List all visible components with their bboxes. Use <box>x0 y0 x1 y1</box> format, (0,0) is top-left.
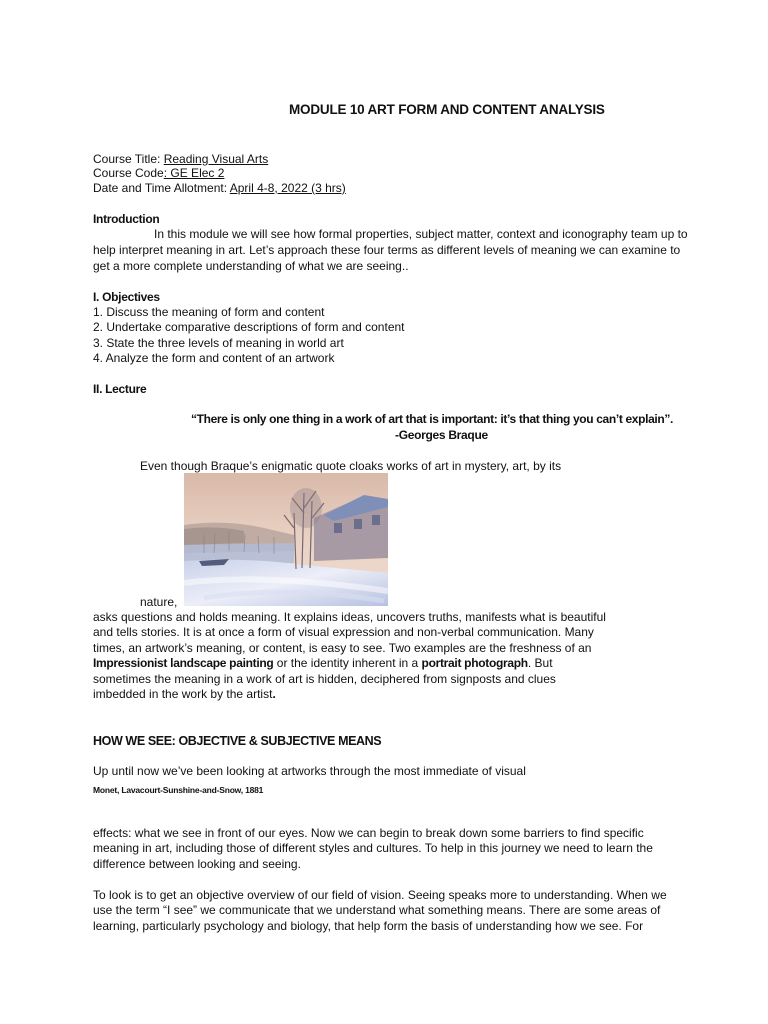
quote-author: -Georges Braque <box>395 428 488 442</box>
objectives-heading: I. Objectives <box>93 290 160 304</box>
lecture-para2-line4 <box>93 656 553 671</box>
how-we-see-para2-line: learning, particularly psychology and biology, that help form the basis of understanding how we see. For <box>93 919 644 933</box>
course-code-line <box>93 166 224 181</box>
how-we-see-para2-line: To look is to get an objective overview of our field of vision. Seeing speaks more to understanding. When we <box>93 888 667 902</box>
how-we-see-para1-line: difference between looking and seeing. <box>93 857 301 871</box>
date-time-value: April 4-8, 2022 (3 hrs) <box>229 181 346 195</box>
introduction-line-3: get a more complete understanding of what we are seeing.. <box>93 259 409 273</box>
objective-item: 3. State the three levels of meaning in world art <box>93 336 344 350</box>
page-title: MODULE 10 ART FORM AND CONTENT ANALYSIS <box>289 102 605 117</box>
date-time-line <box>93 181 346 196</box>
course-title-label: Course Title: <box>93 152 164 166</box>
portrait-photograph-term: portrait photograph <box>421 656 528 670</box>
course-code-label: Course Code <box>93 166 164 180</box>
lecture-heading: II. Lecture <box>93 382 147 396</box>
lecture-para2-line2: and tells stories. It is at once a form of visual expression and non-verbal communication. Many <box>93 625 594 639</box>
line4-end-text: . But <box>527 656 553 670</box>
lecture-para2-line3: times, an artwork’s meaning, or content, is easy to see. Two examples are the freshness of an <box>93 641 592 655</box>
impressionist-landscape-term: Impressionist landscape painting <box>93 656 274 670</box>
date-time-label: Date and Time Allotment: <box>93 181 230 195</box>
how-we-see-line1: Up until now we’ve been looking at artworks through the most immediate of visual <box>93 764 526 778</box>
monet-painting-image <box>184 473 388 606</box>
lecture-para2-line1: asks questions and holds meaning. It explains ideas, uncovers truths, manifests what is beautiful <box>93 610 606 624</box>
nature-word: nature, <box>140 595 178 609</box>
lecture-para1-line1: Even though Braque’s enigmatic quote cloaks works of art in mystery, art, by its <box>140 459 562 473</box>
introduction-heading: Introduction <box>93 212 160 226</box>
line6-period: . <box>272 687 276 701</box>
objective-item: 2. Undertake comparative descriptions of form and content <box>93 320 405 334</box>
line6-text: imbedded in the work by the artist <box>93 687 273 701</box>
painting-caption: Monet, Lavacourt-Sunshine-and-Snow, 1881 <box>93 785 264 795</box>
line4-middle-text: or the identity inherent in a <box>273 656 422 670</box>
lecture-para2-line5: sometimes the meaning in a work of art is hidden, deciphered from signposts and clues <box>93 672 556 686</box>
monet-painting-illustration <box>184 473 388 606</box>
how-we-see-para1-line: effects: what we see in front of our eyes. Now we can begin to break down some barriers to find specific <box>93 826 644 840</box>
introduction-line-1: In this module we will see how formal properties, subject matter, context and iconography team up to <box>154 227 688 241</box>
braque-quote: “There is only one thing in a work of art that is important: it’s that thing you can’t explain”. <box>191 412 673 426</box>
lecture-para2-line6 <box>93 687 276 702</box>
course-title-line <box>93 152 268 167</box>
how-we-see-heading: HOW WE SEE: OBJECTIVE & SUBJECTIVE MEANS <box>93 734 382 748</box>
objective-item: 4. Analyze the form and content of an artwork <box>93 351 335 365</box>
introduction-line-2: help interpret meaning in art. Let’s approach these four terms as different levels of meaning we can examine to <box>93 243 681 257</box>
objective-item: 1. Discuss the meaning of form and content <box>93 305 325 319</box>
course-title-value: Reading Visual Arts <box>163 152 269 166</box>
how-we-see-para1-line: meaning in art, including those of different styles and cultures. To help in this journey we need to learn the <box>93 841 653 855</box>
how-we-see-para2-line: use the term “I see” we communicate that we understand what something means. There are some areas of <box>93 903 661 917</box>
course-code-value: : GE Elec 2 <box>163 166 225 180</box>
